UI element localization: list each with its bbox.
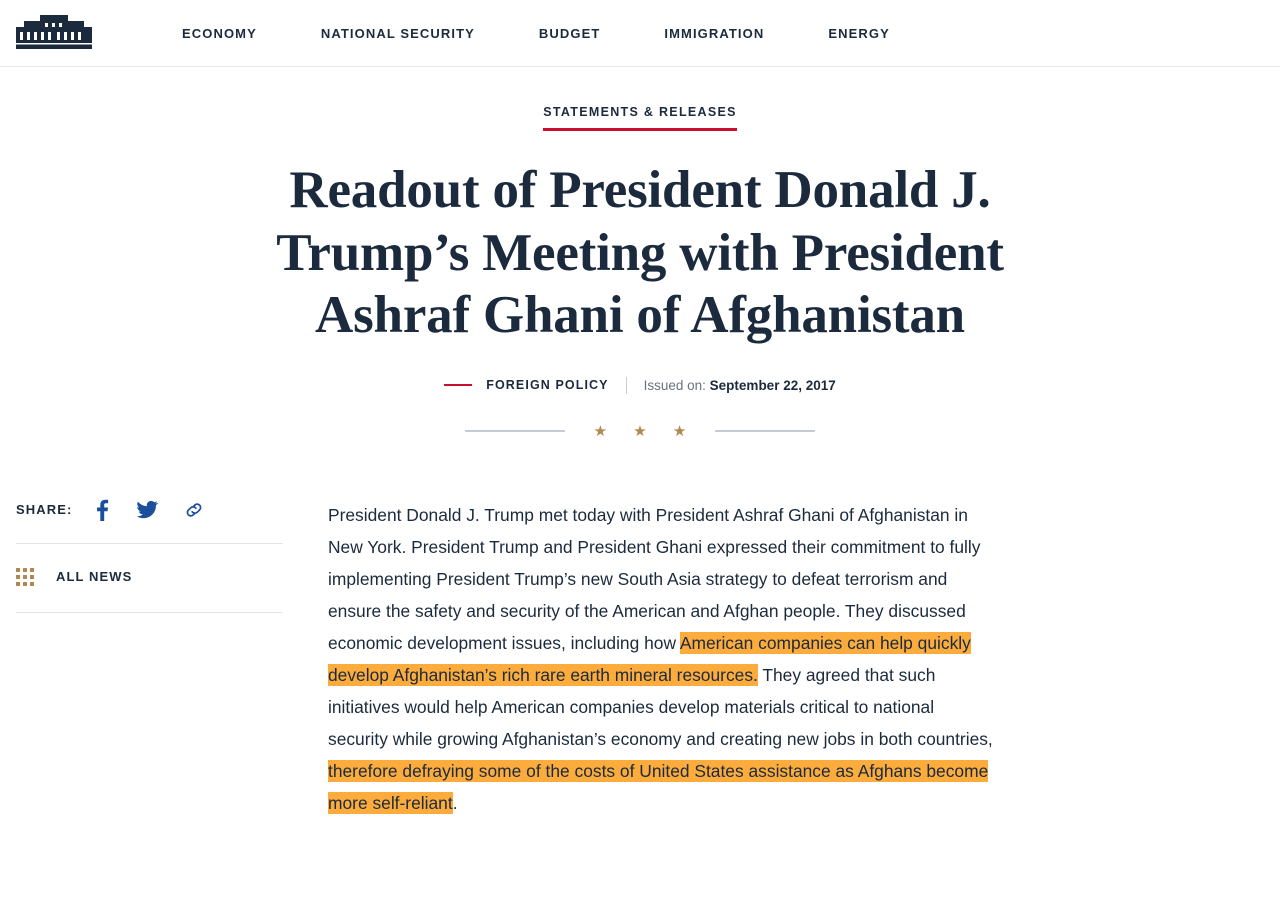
article-meta xyxy=(0,377,1280,394)
share-row xyxy=(16,499,283,544)
highlight-2: therefore defraying some of the costs of United States assistance as Afghans become more self-reliant xyxy=(328,760,989,813)
meta-issued-label: Issued on: xyxy=(643,377,706,393)
nav-item-budget[interactable]: BUDGET xyxy=(538,25,601,41)
nav-item-economy[interactable]: ECONOMY xyxy=(182,25,257,41)
facebook-icon[interactable] xyxy=(94,499,110,521)
meta-issued-date: September 22, 2017 xyxy=(709,377,836,393)
nav-item-immigration[interactable]: IMMIGRATION xyxy=(664,25,765,41)
twitter-icon[interactable] xyxy=(136,500,158,520)
content-wrapper xyxy=(0,439,1280,819)
meta-dash-decoration xyxy=(444,384,472,386)
article-paragraph xyxy=(328,499,993,819)
white-house-logo[interactable] xyxy=(14,13,94,53)
site-header xyxy=(0,0,1280,67)
stars-icon: ★ ★ ★ xyxy=(593,422,698,440)
highlight-1: American companies can help quickly develop Afghanistan’s rich rare earth mineral resources. xyxy=(328,632,971,685)
grid-icon xyxy=(16,568,34,586)
link-icon[interactable] xyxy=(184,500,204,520)
divider-rule-left xyxy=(465,430,565,432)
share-label: SHARE: xyxy=(16,502,73,518)
meta-category-link[interactable]: FOREIGN POLICY xyxy=(486,378,609,393)
all-news-label: ALL NEWS xyxy=(56,569,133,585)
article-body xyxy=(328,499,993,819)
star-divider xyxy=(0,424,1280,439)
nav-item-national-security[interactable]: NATIONAL SECURITY xyxy=(320,25,475,41)
main-nav xyxy=(182,26,890,41)
body-segment-1: President Donald J. Trump met today with President Ashraf Ghani of Afghanistan in New York. President Trump and President Ghani expressed their commitment to fully implementing President Trump’s new South Asia strategy to defeat terrorism and ensure the safety and security of the American and Afghan people. They discussed economic development issues, including how xyxy=(328,504,981,653)
body-segment-2: They agreed that such initiatives would help American companies develop materials critical to national security while growing Afghanistan’s economy and creating new jobs in both countries, xyxy=(328,664,993,749)
meta-separator xyxy=(626,377,627,394)
all-news-link[interactable] xyxy=(16,544,283,613)
page-title: Readout of President Donald J. Trump’s Meeting with President Ashraf Ghani of Afghanistan xyxy=(276,161,1004,345)
divider-rule-right xyxy=(715,430,815,432)
nav-item-energy[interactable]: ENERGY xyxy=(828,25,890,41)
sidebar xyxy=(0,499,283,819)
article-eyebrow-category[interactable]: STATEMENTS & RELEASES xyxy=(543,105,737,131)
article-header xyxy=(0,67,1280,439)
body-segment-3: . xyxy=(452,792,458,813)
